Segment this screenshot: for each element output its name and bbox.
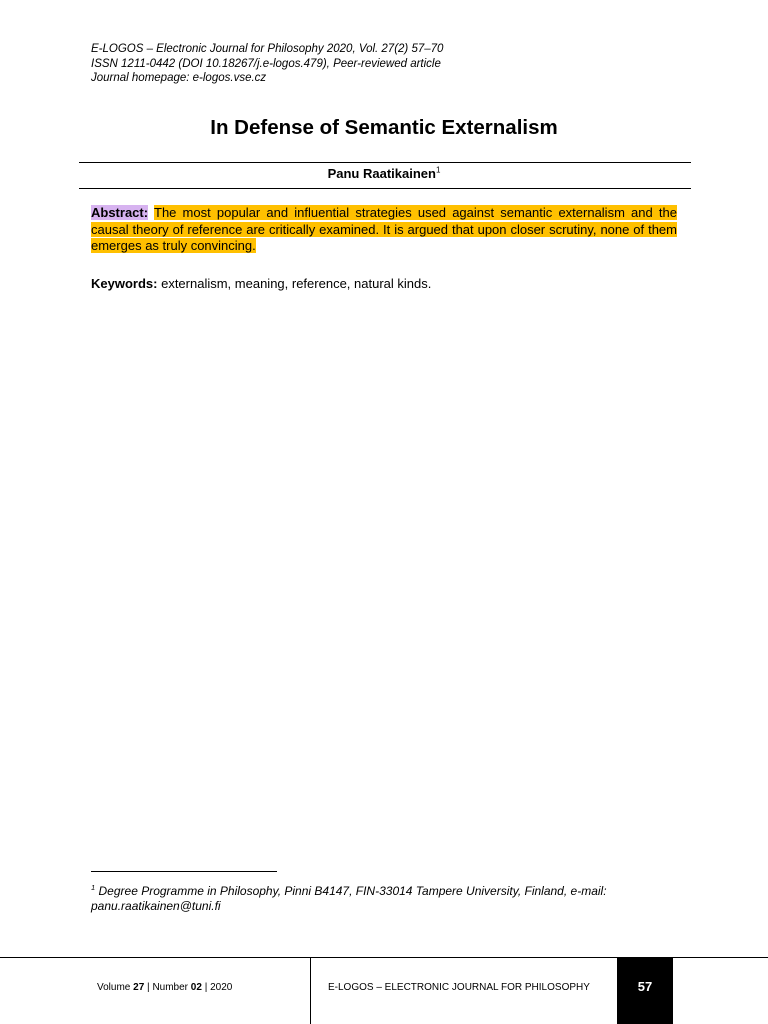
- footnote: [91, 884, 677, 913]
- footer-separator: |: [147, 982, 150, 993]
- number-label: Number: [152, 982, 189, 993]
- volume-label: Volume: [97, 982, 131, 993]
- keywords-text: externalism, meaning, reference, natural kinds.: [161, 276, 432, 291]
- author-rule-bottom: [79, 188, 691, 189]
- volume-number: 27: [133, 982, 145, 993]
- page-number-box: [617, 957, 673, 1024]
- footer-divider: [310, 957, 311, 1024]
- footer-separator: |: [204, 982, 208, 993]
- footnote-separator: [91, 871, 277, 872]
- issue-number: 02: [190, 982, 202, 993]
- abstract-text: The most popular and influential strategies used against semantic externalism and the causal theory of reference are critically examined. It is argued that upon closer scrutiny, none of them emerges as truly convincing.: [91, 205, 677, 253]
- issn-doi-line: ISSN 1211-0442 (DOI 10.18267/j.e-logos.479), Peer-reviewed article: [91, 57, 441, 70]
- keywords-label: Keywords:: [91, 276, 158, 291]
- footer-issue-info: [97, 981, 232, 995]
- author-name: Panu Raatikainen: [327, 166, 436, 181]
- footer-journal-name: E-LOGOS – ELECTRONIC JOURNAL FOR PHILOSOPHY: [328, 982, 590, 993]
- footnote-mark: 1: [91, 883, 96, 892]
- journal-homepage-line: Journal homepage: e-logos.vse.cz: [91, 72, 267, 84]
- footer-year: 2020: [210, 982, 233, 993]
- article-title: In Defense of Semantic Externalism: [210, 116, 558, 139]
- page-number: 57: [637, 979, 653, 994]
- footnote-text: Degree Programme in Philosophy, Pinni B4147, FIN-33014 Tampere University, Finland, e-mail: panu.raatikainen@tuni.fi: [91, 884, 607, 913]
- author-rule-top: [79, 162, 691, 163]
- abstract-label: Abstract:: [91, 205, 149, 220]
- journal-citation-line: E-LOGOS – Electronic Journal for Philosophy 2020, Vol. 27(2) 57–70: [91, 43, 444, 55]
- keywords: [91, 276, 431, 292]
- author-line: [0, 165, 768, 183]
- journal-header: [91, 42, 443, 86]
- abstract: [91, 205, 677, 255]
- author-footnote-mark: 1: [435, 165, 441, 175]
